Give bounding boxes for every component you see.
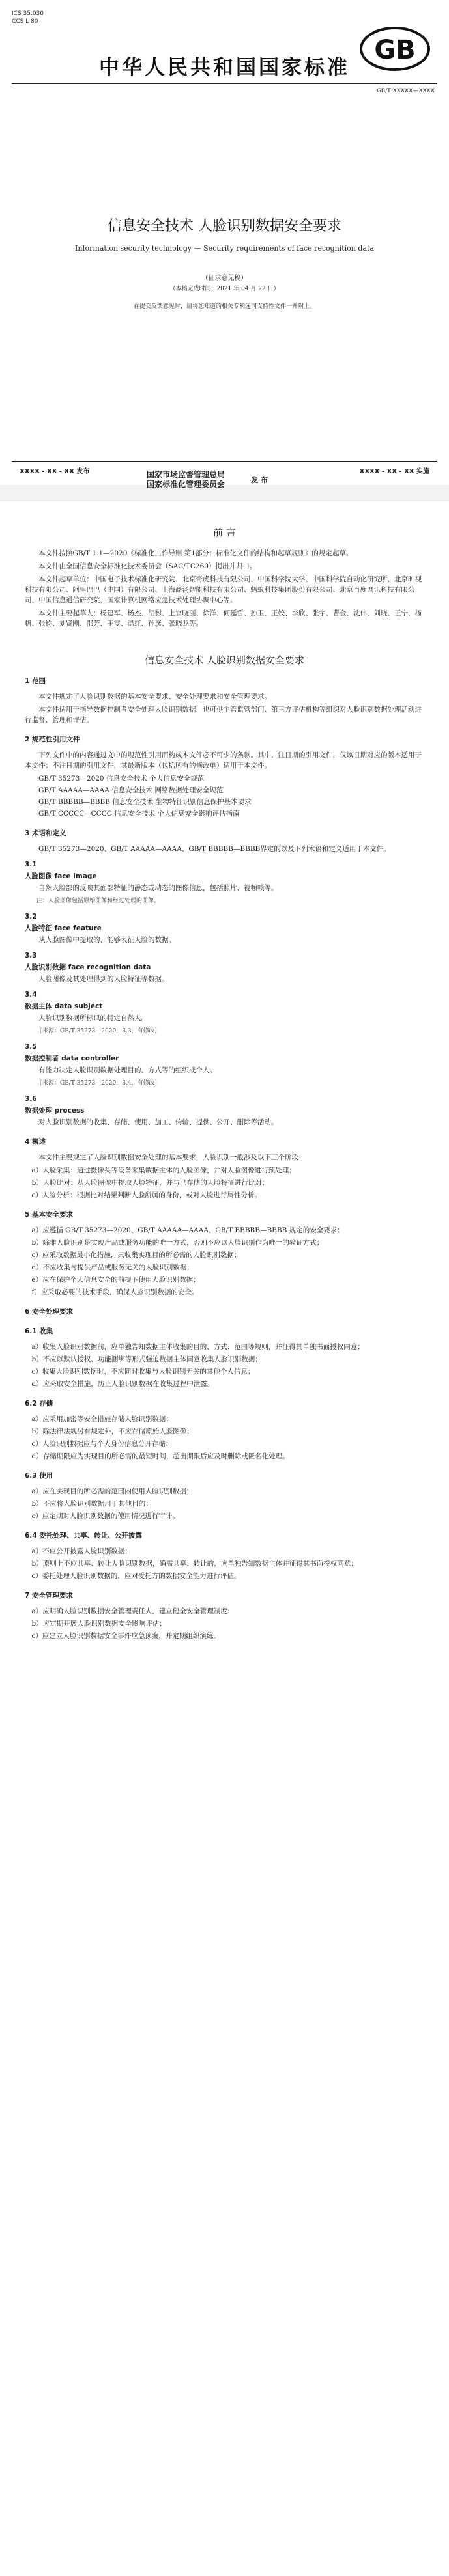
section-para: 本文件主要规定了人脸识别数据安全处理的基本要求，人脸识别一般涉及以下三个阶段： [38, 1154, 306, 1161]
list-item: c）应采取数据最小化措施，只收集实现目的所必需的人脸识别数据； [31, 1251, 241, 1259]
footer-divider [12, 461, 437, 462]
main-title: 信息安全技术 人脸识别数据安全要求 [145, 654, 304, 666]
term-name: 数据主体 data subject [25, 1003, 103, 1010]
list-item: c）应定期对人脸识别数据的使用情况进行审计。 [31, 1512, 179, 1520]
list-item: d）不应收集与提供产品或服务无关的人脸识别数据； [31, 1264, 194, 1271]
subsection-heading: 6.2 存储 [25, 1400, 53, 1407]
term-number: 3.5 [25, 1043, 37, 1051]
subsection-heading: 6.4 委托处理、共享、转让、公开披露 [25, 1532, 142, 1540]
list-item: a）应明确人脸识别数据安全管理责任人，建立健全安全管理制度； [31, 1607, 235, 1615]
list-item: c）委托处理人脸识别数据的，应对受托方的数据安全能力进行评估。 [31, 1572, 241, 1580]
list-item: c）收集人脸识别数据时，不应同时收集与人脸识别无关的其他个人信息； [31, 1368, 255, 1376]
list-item: b）不应以默认授权、功能捆绑等形式强迫数据主体同意收集人脸识别数据； [31, 1355, 262, 1363]
term-number: 3.4 [25, 991, 37, 999]
list-item: a）应在实现目的所必需的范围内使用人脸识别数据； [31, 1488, 194, 1495]
list-item: f）应采取必要的技术手段，确保人脸识别数据的安全。 [31, 1288, 199, 1296]
section-para: GB/T 35273—2020、GB/T AAAAA—AAAA、GB/T BBBBB—BBBB界定的以及下列术语和定义适用于本文件。 [38, 845, 390, 853]
section-para: 本文件规定了人脸识别数据的基本安全要求、安全处理要求和安全管理要求。 [38, 693, 271, 700]
foreword-para: 本文件按照GB/T 1.1—2020《标准化工作导则 第1部分：标准化文件的结构和起草规则》的规定起草。 [38, 549, 353, 557]
term-definition: 自然人脸部的反映其面部特征的静态或动态的图像信息，包括照片、视频帧等。 [38, 884, 278, 892]
reference-item: GB/T AAAAA—AAAA 信息安全技术 网络数据处理安全规范 [38, 786, 224, 794]
foreword-para: 本文件由全国信息安全标准化技术委员会（SAC/TC260）提出并归口。 [38, 562, 257, 570]
term-definition: 人脸图像及其处理得到的人脸特征等数据。 [38, 975, 169, 983]
term-entry [25, 911, 424, 945]
term-name: 数据处理 process [25, 1107, 85, 1115]
issuer-1: 国家市场监督管理总局 [147, 470, 225, 479]
reference-item: GB/T BBBBB—BBBB 信息安全技术 生物特征识别信息保护基本要求 [38, 798, 252, 806]
implement-date: XXXX - XX - XX 实施 [359, 468, 429, 475]
term-name: 人脸特征 face feature [25, 924, 102, 932]
section-heading: 6 安全处理要求 [25, 1308, 73, 1316]
term-entry [25, 1094, 424, 1128]
standard-title: 中华人民共和国国家标准 [99, 56, 350, 79]
subsection-heading: 6.1 收集 [25, 1327, 53, 1335]
section-para: 下列文件中的内容通过文中的规范性引用而构成本文件必不可少的条款。其中，注日期的引用文件，仅该日期对应的版本适用于本文件；不注日期的引用文件，其最新版本（包括所有的修改单）适用于本文件。 [25, 751, 422, 769]
list-item: a）应采用加密等安全措施存储人脸识别数据； [31, 1415, 173, 1423]
publish-date: XXXX - XX - XX 发布 [20, 468, 90, 475]
term-number: 3.2 [25, 913, 37, 921]
term-name: 人脸识别数据 face recognition data [25, 963, 151, 971]
section-heading: 1 范围 [25, 677, 46, 685]
list-item: a）应遵循 GB/T 35273—2020、GB/T AAAAA—AAAA、GB/T BBBBB—BBBB 规定的安全要求； [31, 1226, 344, 1234]
title-divider [12, 83, 437, 84]
cover-page [0, 0, 449, 489]
ics-code: ICS 35.030 [12, 10, 44, 17]
term-entry [25, 990, 424, 1036]
reference-item: GB/T 35273—2020 信息安全技术 个人信息安全规范 [38, 775, 205, 782]
list-item: d）存储期限应为实现目的所必需的最短时间，超出期限后应及时删除或匿名化处理。 [31, 1452, 289, 1460]
list-item: c）人脸分析：根据比对结果判断人脸所属的身份，或对人脸进行属性分析。 [31, 1191, 261, 1199]
term-name: 人脸图像 face image [25, 872, 97, 880]
draft-label: （征求意见稿） [201, 275, 248, 282]
section-heading: 5 基本安全要求 [25, 1211, 73, 1219]
list-item: b）除非人脸识别是实现产品或服务功能的唯一方式，否则不应以人脸识别作为唯一的验证方式； [31, 1239, 324, 1247]
issuer-2: 国家标准化管理委员会 [147, 480, 225, 489]
term-number: 3.3 [25, 952, 37, 960]
reference-item: GB/T CCCCC—CCCC 信息安全技术 个人信息安全影响评估指南 [38, 810, 240, 818]
term-definition: 人脸识别数据所标识的特定自然人。 [38, 1014, 148, 1022]
foreword-section [25, 521, 424, 1643]
section-heading: 2 规范性引用文件 [25, 736, 80, 743]
list-item: e）应在保护个人信息安全的前提下使用人脸识别数据； [31, 1276, 200, 1284]
list-item: a）人脸采集：通过摄像头等设备采集数据主体的人脸图像，并对人脸图像进行预处理； [31, 1167, 296, 1174]
list-item: a）收集人脸识别数据前，应单独告知数据主体收集的目的、方式、范围等规则，并征得其单独书面授权同意； [31, 1343, 364, 1351]
term-number: 3.1 [25, 861, 37, 868]
list-item: c）应建立人脸识别数据安全事件应急预案，并定期组织演练。 [31, 1632, 220, 1640]
term-entry [25, 859, 424, 906]
body-page [0, 501, 449, 2576]
document-title-cn: 信息安全技术 人脸识别数据安全要求 [108, 218, 341, 234]
document-title-en: Information security technology — Security requirements of face recognition data [75, 244, 374, 253]
list-item: b）原则上不应共享、转让人脸识别数据，确需共享、转让的，应单独告知数据主体并征得其书面授权同意； [31, 1560, 358, 1568]
section-heading: 4 概述 [25, 1138, 46, 1146]
foreword-para: 本文件起草单位：中国电子技术标准化研究院、北京奇虎科技有限公司、中国科学院大学、中国科学院自动化研究所、北京旷视科技有限公司、阿里巴巴（中国）有限公司、上海商汤智能科技有限公司、蚂蚁科技集团股份有限公司、北京百度网讯科技有限公司、中国信息通信研究院、国家计算机网络应急技术处理协调中心等。 [25, 575, 422, 604]
term-definition: 对人脸识别数据的收集、存储、使用、加工、传输、提供、公开、删除等活动。 [38, 1118, 278, 1126]
section-para: 本文件适用于指导数据控制者安全处理人脸识别数据，也可供主管监管部门、第三方评估机构等组织对人脸识别数据处理活动进行监督、管理和评估。 [25, 706, 422, 724]
foreword-title: 前 言 [213, 527, 236, 538]
list-item: b）应定期开展人脸识别数据安全影响评估； [31, 1620, 166, 1627]
term-note: ［来源：GB/T 35273—2020，3.4，有修改］ [36, 1080, 161, 1087]
foreword-para: 本文件主要起草人：杨建军、杨杰、胡影、上官晓丽、徐洋、何延哲、孙卫、王姣、李欣、张宇、曹金、沈伟、刘晓、王宁、杨帆、张钧、刘贤刚、邵芳、王雯、温红、孙彦、张晓龙等。 [25, 609, 422, 628]
subsection-heading: 6.3 使用 [25, 1472, 53, 1480]
gb-logo-text: GB [374, 35, 416, 65]
standard-code: GB/T XXXXX—XXXX [376, 88, 435, 94]
section-heading: 7 安全管理要求 [25, 1592, 73, 1600]
term-entry [25, 1042, 424, 1088]
issue-word: 发 布 [251, 476, 268, 484]
list-item: a）不应公开披露人脸识别数据； [31, 1547, 132, 1555]
patent-notice: 在提交反馈意见时，请将您知道的相关专利连同支持性文件一并附上。 [133, 303, 315, 310]
list-item: b）除法律法规另有规定外，不应存储原始人脸图像； [31, 1428, 194, 1435]
term-note: ［来源：GB/T 35273—2020，3.3，有修改］ [36, 1028, 161, 1034]
term-note: 注：人脸图像包括原始图像和经过处理的图像。 [36, 898, 160, 904]
list-item: c）人脸识别数据应与个人身份信息分开存储； [31, 1440, 173, 1448]
list-item: b）人脸比对：从人脸图像中提取人脸特征，并与已存储的人脸特征进行比对； [31, 1179, 269, 1187]
term-definition: 有能力决定人脸识别数据处理目的、方式等的组织或个人。 [38, 1066, 216, 1074]
list-item: b）不应将人脸识别数据用于其他目的； [31, 1500, 152, 1508]
term-definition: 从人脸图像中提取的、能够表征人脸的数据。 [38, 936, 175, 944]
ccs-code: CCS L 80 [12, 18, 38, 25]
list-item: d）应采取安全措施，防止人脸识别数据在收集过程中泄露。 [31, 1380, 214, 1388]
term-name: 数据控制者 data controller [25, 1055, 119, 1062]
draft-date: （本稿完成时间：2021 年 04 月 22 日） [169, 286, 280, 292]
section-heading: 3 术语和定义 [25, 829, 66, 837]
term-number: 3.6 [25, 1095, 37, 1103]
issuer-block [147, 470, 225, 490]
term-entry [25, 950, 424, 984]
